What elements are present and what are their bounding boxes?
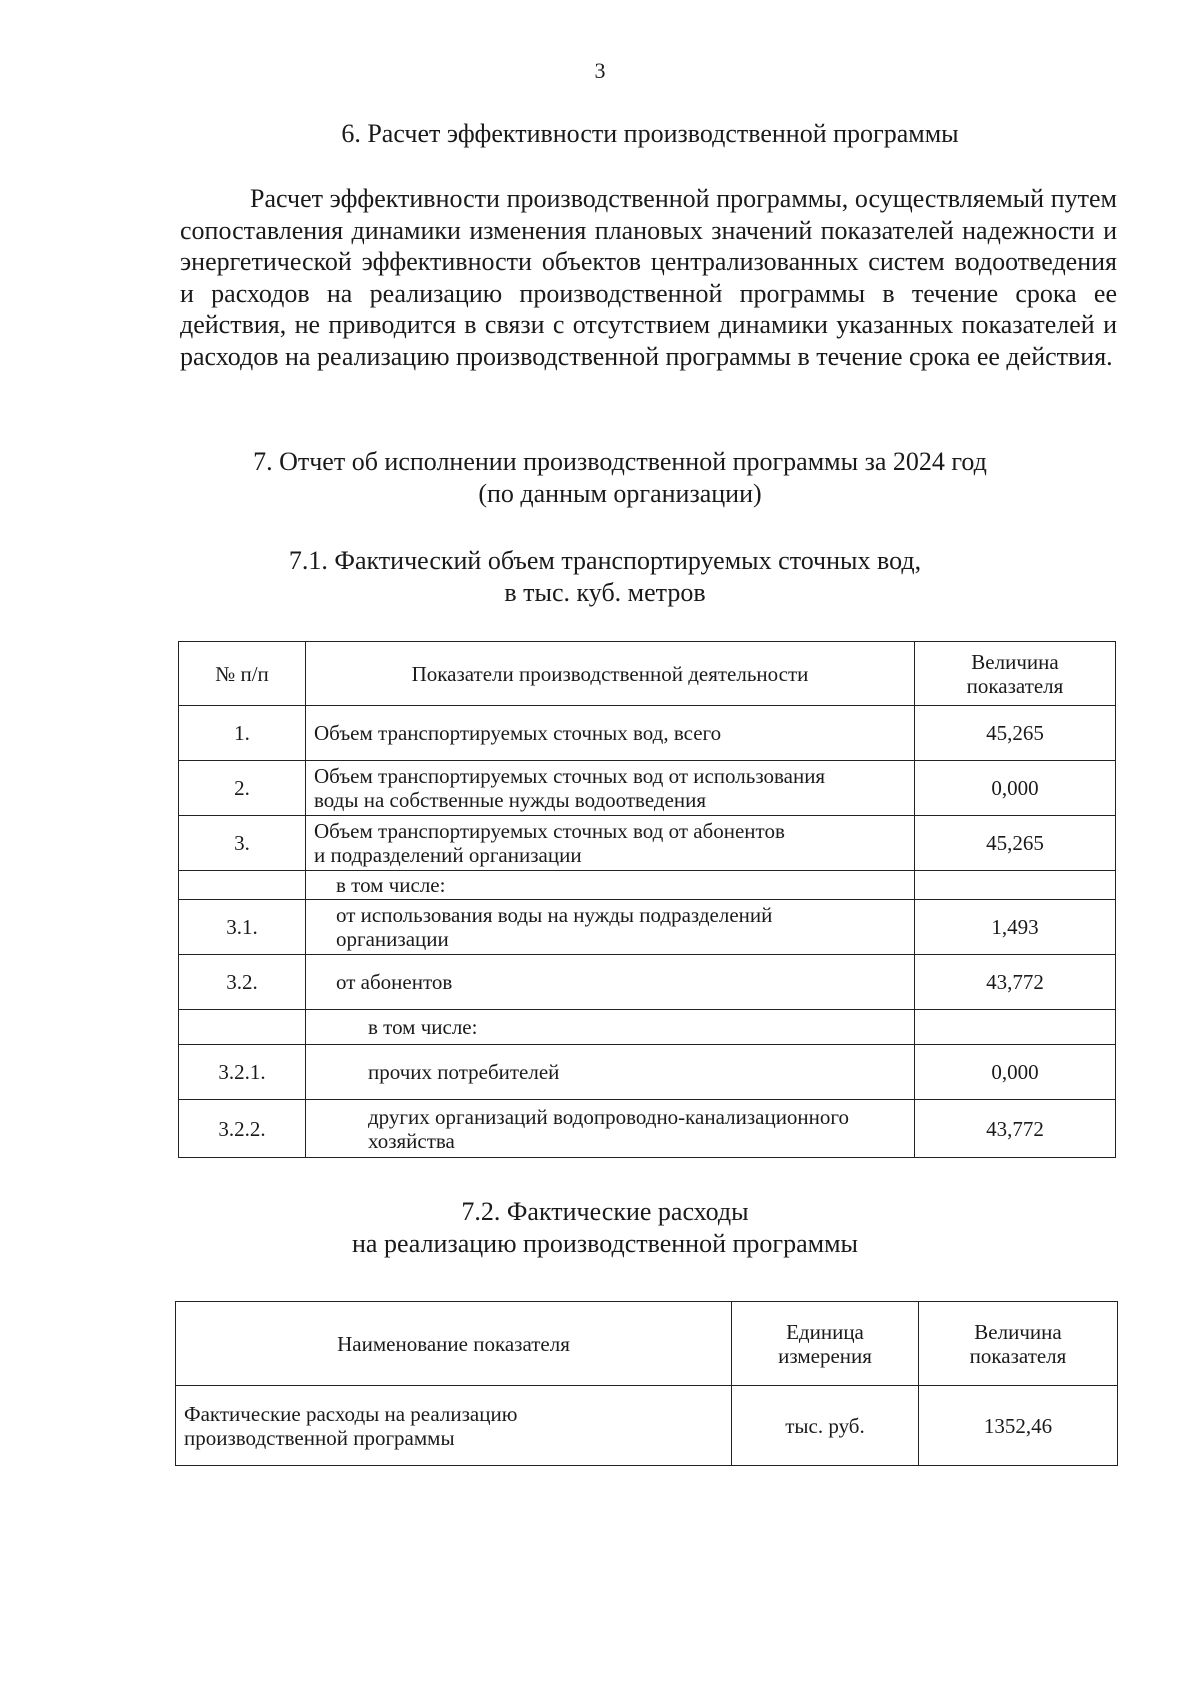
row-value: 0,000 (915, 761, 1116, 816)
header-value (915, 642, 1116, 706)
header-unit (732, 1302, 919, 1386)
row-indicator (306, 871, 915, 900)
row-value (915, 871, 1116, 900)
row-indicator-line1: других организаций водопроводно-канализационного (368, 1104, 850, 1129)
header-value-line2: показателя (969, 1343, 1067, 1368)
row-indicator (306, 706, 915, 761)
row-indicator (306, 955, 915, 1010)
row-indicator-line1: от использования воды на нужды подразделений (336, 903, 773, 927)
table-header-row (179, 642, 1116, 706)
row-indicator-line1: Объем транспортируемых сточных вод от абонентов (314, 819, 785, 843)
row-indicator-line1: в том числе: (336, 873, 446, 897)
row-indicator-line2: воды на собственные нужды водоотведения (314, 788, 707, 812)
row-num: 3.2.2. (179, 1100, 306, 1158)
section-6-paragraph: Расчет эффективности производственной программы, осуществляемый путем сопоставления динамики изменения плановых значений показателей надежности и энергетической эффективности объектов централизованных систем водоотведения и расходов на реализацию производственной программы в течение срока ее действия, не приводится в связи с отсутствием динамики указанных показателей и расходов на реализацию производственной программы в течение срока ее действия. (180, 184, 1117, 371)
row-indicator-line2: хозяйства (368, 1128, 455, 1153)
section-7-1-title-line1: 7.1. Фактический объем транспортируемых сточных вод, (288, 546, 922, 575)
header-value-line2: показателя (966, 673, 1064, 698)
table-row (179, 761, 1116, 816)
row-value: 43,772 (915, 955, 1116, 1010)
row-value: 43,772 (915, 1100, 1116, 1158)
page-number: 3 (594, 58, 606, 83)
header-value-line1: Величина (974, 1319, 1062, 1344)
section-7-1-title (5, 545, 1200, 609)
row-indicator (306, 816, 915, 871)
row-num (179, 1010, 306, 1045)
row-num: 3.2. (179, 955, 306, 1010)
row-value: 0,000 (915, 1045, 1116, 1100)
section-6-title: 6. Расчет эффективности производственной программы (341, 119, 959, 148)
row-name-line2: производственной программы (184, 1425, 455, 1450)
table-row (179, 1100, 1116, 1158)
section-7-title-line2: (по данным организации) (478, 479, 762, 508)
table-row (179, 871, 1116, 900)
row-unit: тыс. руб. (732, 1386, 919, 1466)
row-num: 1. (179, 706, 306, 761)
table-row (179, 706, 1116, 761)
row-indicator-line1: Объем транспортируемых сточных вод, всего (314, 721, 722, 745)
expenses-table (175, 1301, 1118, 1466)
row-num: 3.1. (179, 900, 306, 955)
row-indicator-line1: в том числе: (368, 1015, 478, 1039)
table-row (179, 1010, 1116, 1045)
row-indicator (306, 1010, 915, 1045)
header-num: № п/п (179, 642, 306, 706)
row-value: 45,265 (915, 706, 1116, 761)
table-row (179, 816, 1116, 871)
table-row (179, 955, 1116, 1010)
row-value (915, 1010, 1116, 1045)
header-unit-line2: измерения (778, 1343, 872, 1368)
row-num: 3. (179, 816, 306, 871)
header-unit-line1: Единица (786, 1319, 864, 1344)
row-indicator-line1: прочих потребителей (368, 1060, 560, 1084)
row-indicator (306, 761, 915, 816)
section-7-2-title (5, 1196, 1200, 1260)
row-indicator-line2: организации (336, 927, 449, 951)
table-row (179, 1045, 1116, 1100)
row-indicator-line1: Объем транспортируемых сточных вод от использования (314, 764, 826, 788)
section-7-1-title-line2: в тыс. куб. метров (504, 578, 706, 607)
table-header-row (176, 1302, 1118, 1386)
row-name-line1: Фактические расходы на реализацию (184, 1401, 518, 1426)
header-value (919, 1302, 1118, 1386)
row-num: 2. (179, 761, 306, 816)
section-7-title (20, 446, 1200, 510)
header-value-line1: Величина (971, 649, 1059, 674)
row-value: 1352,46 (919, 1386, 1118, 1466)
header-name: Наименование показателя (176, 1302, 732, 1386)
row-indicator (306, 1045, 915, 1100)
row-num (179, 871, 306, 900)
table-row (176, 1386, 1118, 1466)
row-indicator (306, 900, 915, 955)
row-indicator-line1: от абонентов (336, 970, 453, 994)
row-indicator (306, 1100, 915, 1158)
row-value: 1,493 (915, 900, 1116, 955)
wastewater-volume-table (178, 641, 1116, 1158)
section-7-2-title-line1: 7.2. Фактические расходы (461, 1197, 749, 1226)
section-7-2-title-line2: на реализацию производственной программы (351, 1229, 858, 1258)
section-7-title-line1: 7. Отчет об исполнении производственной программы за 2024 год (253, 447, 987, 476)
header-indicator: Показатели производственной деятельности (306, 642, 915, 706)
row-value: 45,265 (915, 816, 1116, 871)
row-name (176, 1386, 732, 1466)
table-row (179, 900, 1116, 955)
row-num: 3.2.1. (179, 1045, 306, 1100)
row-indicator-line2: и подразделений организации (314, 843, 582, 867)
